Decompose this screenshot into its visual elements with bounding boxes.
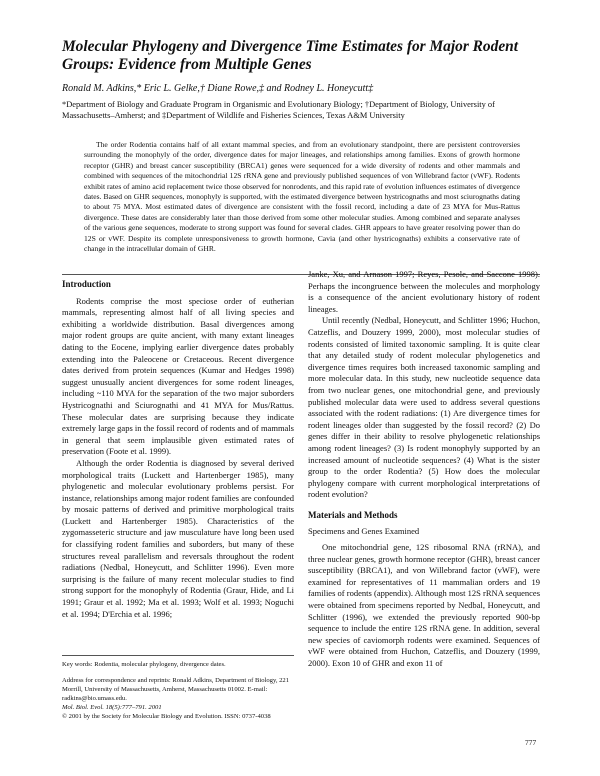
paragraph: Until recently (Nedbal, Honeycutt, and Schlitter 1996; Huchon, Catzeflis, and Douzery 1999, 2000), most molecular studies of rodents consisted of limited taxonomic sampling. It is quite clear that any detailed study of rodent molecular phylogenetics and divergence times requires both increased taxonomic sampling and more molecular data. In this study, new nucleotide sequence data from two nuclear genes, one mitochondrial gene, and previously published molecular data were used to address several questions associated with the rodent radiations: (1) Are divergence times for rodent lineages older than suggested by the fossil record? (2) Do genes differ in their ability to resolve phylogenetic relationships among rodent lineages? (3) Is rodent monophyly supported by an increased amount of nucleotide sequences? (4) What is the sister group to the order Rodentia? (5) How does the molecular phylogeny compare with current morphological interpretations of rodent evolution? [308, 315, 540, 500]
paragraph: Janke, Xu, and Arnason 1997; Reyes, Pesole, and Saccone 1998). Perhaps the incongruence between the molecules and morphology is a consequence of the ancient evolutionary history of rodent lineages. [308, 269, 540, 314]
affiliations: *Department of Biology and Graduate Program in Organismic and Evolutionary Biology; †Department of Biology, University of Massachusetts–Amherst; and ‡Department of Wildlife and Fisheries Sciences, Texas A&M University [62, 100, 495, 120]
paragraph: One mitochondrial gene, 12S ribosomal RNA (rRNA), and three nuclear genes, growth hormone receptor (GHR), breast cancer susceptibility (BRCA1), and von Willebrand factor (vWF), were examined for representatives of 11 mammalian orders and 19 families of rodents (appendix). Although most 12S rRNA sequences were obtained from specimens reported by Nedbal, Honeycutt, and Schlitter (1996), we extended the previously reported 900-bp sequence to include the entire 12S rRNA gene. In addition, several new species of caviomorph rodents were examined. Sequences of vWF were obtained from Huchon, Catzeflis, and Douzery (1999, 2000). Exon 10 of GHR and exon 11 of [308, 542, 540, 668]
paragraph: Rodents comprise the most speciose order of eutherian mammals, representing almost half of all living species and exhibiting a worldwide distribution. Basal divergences among major rodent groups are quite ancient, with many extant lineages dating to the Eocene, implying earlier divergence dates probably extending into the Paleocene or Cretaceous. Recent divergence dates derived from protein sequences (Kumar and Hedges 1998) suggest unusually ancient divergences for some rodent lineages, including ~110 MYA for the separation of the two major suborders Hystricognathi and Sciurognathi and 41 MYA for Mus/Rattus. These molecular dates are surprising because they indicate extremely large gaps in the fossil record of rodents and of mammals in general that seem implausible given estimated rates of preservation (Foote et al. 1999). [62, 295, 294, 457]
journal-citation: Mol. Biol. Evol. 18(5):777–791. 2001 [62, 704, 162, 711]
copyright-notice: © 2001 by the Society for Molecular Biology and Evolution. ISSN: 0737-4038 [62, 713, 271, 720]
keywords: Key words: Rodentia, molecular phylogeny, divergence dates. [62, 661, 226, 668]
abstract: The order Rodentia contains half of all extant mammal species, and from an evolutionary standpoint, there are persistent controversies surrounding the monophyly of the order, divergence dates for major lineages, and relationships among families. Exons of growth hormone receptor (GHR) and breast cancer susceptibility (BRCA1) genes were sequenced for a wide diversity of rodents and other mammals and combined with sequences of the mitochondrial 12S rRNA gene and previously published sequences of von Willebrand factor (vWF). Rodents exhibit rates of amino acid replacement twice those observed for nonrodents, and this rapid rate of evolution influences estimates of divergence dates. Based on GHR sequences, monophyly is supported, with the estimated divergence between hystricognaths and most sciurognaths dating to about 75 MYA. Most estimated dates of divergence are consistent with the fossil record, including a date of 23 MYA for Mus-Rattus divergence. These dates are considerably later than those derived from some other molecular studies. Among combined and separate analyses of the various gene sequences, moderate to strong support was found for several clades. GHR appears to have greater resolving power than do 12S or vWF. Despite its complete unresponsiveness to growth hormone, Cavia (and other hystricognaths) exhibits a conservative rate of change in the intracellular domain of GHR. [84, 140, 520, 254]
article-title: Molecular Phylogeny and Divergence Time Estimates for Major Rodent Groups: Evidence from Multiple Genes [62, 38, 518, 73]
section-heading-methods: Materials and Methods [308, 509, 398, 520]
section-heading-introduction: Introduction [62, 279, 111, 289]
correspondence-note: Address for correspondence and reprints: Ronald Adkins, Department of Biology, 221 Morrill, University of Massachusetts, Amherst, Massachusetts 01002. E-mail: radkins@bio.umass.edu. [62, 677, 290, 702]
footnote-divider [62, 655, 294, 656]
right-column [308, 269, 540, 670]
author-list: Ronald M. Adkins,* Eric L. Gelke,† Diane Rowe,‡ and Rodney L. Honeycutt‡ [62, 83, 374, 94]
subsection-heading: Specimens and Genes Examined [308, 526, 420, 537]
page-number: 777 [525, 738, 537, 747]
paragraph: Although the order Rodentia is diagnosed by several derived morphological traits (Luckett and Hartenberger 1985), many phylogenetic and molecular evolutionary problems persist. For instance, relationships among major rodent families are confounded by mosaic patterns of derived and primitive morphological traits (Luckett and Hartenberger 1985). Characteristics of the zygomasseteric structure and jaw musculature have long been used for classifying rodent families and suborders, but many of these structures reveal parallelism and reversals throughout the rodent radiations (Nedbal, Honeycutt, and Schlitter 1996). Even more surprising is the failure of many recent molecular studies to find strong support for the monophyly of Rodentia (Graur, Hide, and Li 1991; Graur et al. 1992; Ma et al. 1993; Wolf et al. 1993; Noguchi et al. 1994; D'Erchia et al. 1996; [62, 457, 294, 619]
left-column [62, 279, 294, 620]
